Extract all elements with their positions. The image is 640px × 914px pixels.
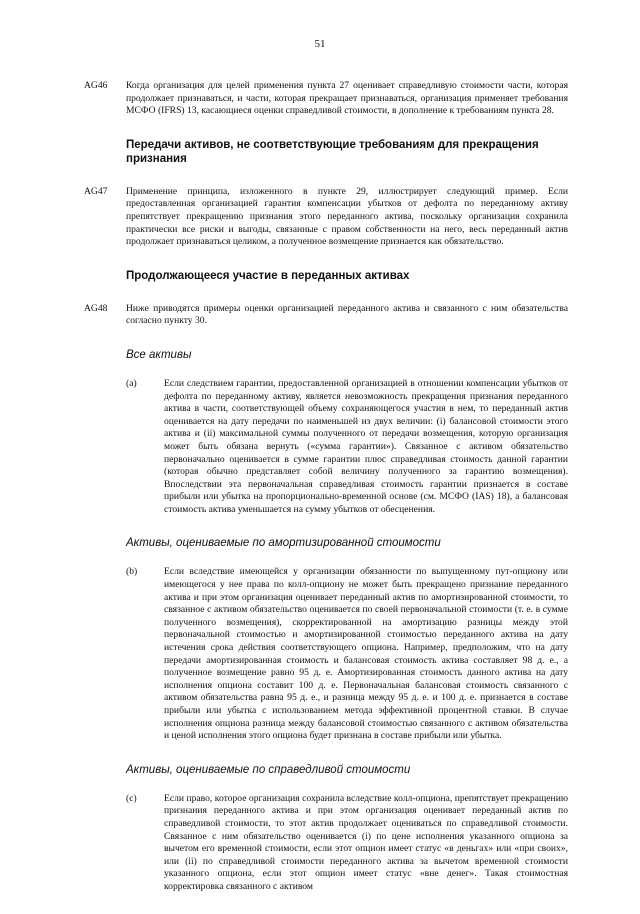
section-heading-continuing-involvement: Продолжающееся участие в переданных активах [126,269,410,282]
paragraph-ag47 [84,186,568,249]
list-item-c [126,793,568,894]
list-item-b [126,566,568,742]
section-heading-transfers-not-qualifying: Передачи активов, не соответствующие требованиям для прекращения признания [126,138,539,165]
item-label: (c) [126,792,137,804]
page-number: 51 [314,38,326,50]
paragraph-text: Ниже приводятся примеры оценки организацией переданного актива и связанного с ним обязательства согласно пункту 30. [126,302,568,327]
item-text: Если право, которое организация сохранила вследствие колл-опциона, препятствует прекращению признания переданного актива и при этом организация оценивает переданный актив по справедливой стоимости, то этот актив продолжает оцениваться по справедливой стоимости. Связанное с ним обязательство оценивается (i) по цене исполнения указанного опциона за вычетом его временной стоимости, если этот опцион имеет статус «в деньгах» или «при своих», или (ii) по справедливой стоимости переданного актива за вычетом временной стоимости указанного опциона, если этот опцион имеет статус «вне денег». Такая стоимостная корректировка связанного с активом [164,792,568,892]
subheading-amortised-cost: Активы, оцениваемые по амортизированной стоимости [126,537,441,550]
paragraph-id: AG48 [84,302,108,314]
item-label: (b) [126,566,138,578]
paragraph-ag46 [84,80,568,118]
paragraph-id: AG47 [84,185,108,197]
paragraph-text: Применение принципа, изложенного в пункте 29, иллюстрирует следующий пример. Если предоставленная организацией гарантия компенсации убытков от дефолта по переданному активу препятствует прекращению признания этого переданного актива, поскольку организация сохранила практически все риски и выгоды, связанные с правом собственности на него, весь переданный актив продолжает признаваться целиком, а полученное возмещение признается как обязательство. [126,185,568,248]
item-label: (a) [126,377,137,389]
paragraph-text: Когда организация для целей применения пункта 27 оценивает справедливую стоимости части, которая продолжает признаваться, и части, которая прекращает признаваться, организация применяет требования МСФО (IFRS) 13, касающиеся оценки справедливой стоимости, в дополнение к требованиям пункта 28. [126,80,568,117]
subheading-fair-value: Активы, оцениваемые по справедливой стоимости [126,763,411,776]
paragraph-id: AG46 [84,80,108,91]
item-text: Если следствием гарантии, предоставленной организацией в отношении компенсации убытков от дефолта по переданному активу, является невозможность прекращения признания переданного актива в части, соответствующей объему сохраняющегося участия в нем, то переданный актив оценивается на дату передачи по наименьшей из двух величин: (i) балансовой стоимости этого актива и (ii) максимальной суммы полученного от передачи возмещения, которую организация может быть обязана вернуть («сумма гарантии»). Связанное с активом обязательство первоначально оценивается в сумме гарантии плюс справедливая стоимость данной гарантии (которая обычно представляет собой величину полученного за гарантию возмещения). Впоследствии эта первоначальная справедливая стоимость гарантии признается в составе прибыли или убытка на пропорционально-временной основе (см. МСФО (IAS) 18), а балансовая стоимость актива уменьшается на сумму убытков от обесценения. [164,377,568,515]
subheading-all-assets: Все активы [126,348,192,361]
document-body [84,80,568,914]
paragraph-ag48 [84,303,568,328]
item-text: Если вследствие имеющейся у организации обязанности по выпущенному пут-опциону или имеющегося у нее права по колл-опциону не может быть прекращено признание переданного актива и при этом организация оценивает переданный актив по амортизированной стоимости, то связанное с активом обязательство оценивается по своей первоначальной стоимости (т. е. в сумме полученного возмещения), скорректированной на амортизацию разницы между этой первоначальной стоимостью и амортизированной стоимостью переданного актива на дату истечения срока действия соответствующего опциона. Например, предположим, что на дату передачи амортизированная стоимость и балансовая стоимость актива составляет 98 д. е., а полученное возмещение равно 95 д. е. Амортизированная стоимость данного актива на дату исполнения опциона составит 100 д. е. Первоначальная балансовая стоимость связанного с активом обязательства равна 95 д. е., и разница между 95 д. е. и 100 д. е. признается в составе прибыли или убытка с использованием метода эффективной процентной ставки. В случае исполнения опциона разница между балансовой стоимостью связанного с активом обязательства и ценой исполнения этого опциона будет признана в составе прибыли или убытка. [164,566,568,742]
list-item-a [126,378,568,517]
